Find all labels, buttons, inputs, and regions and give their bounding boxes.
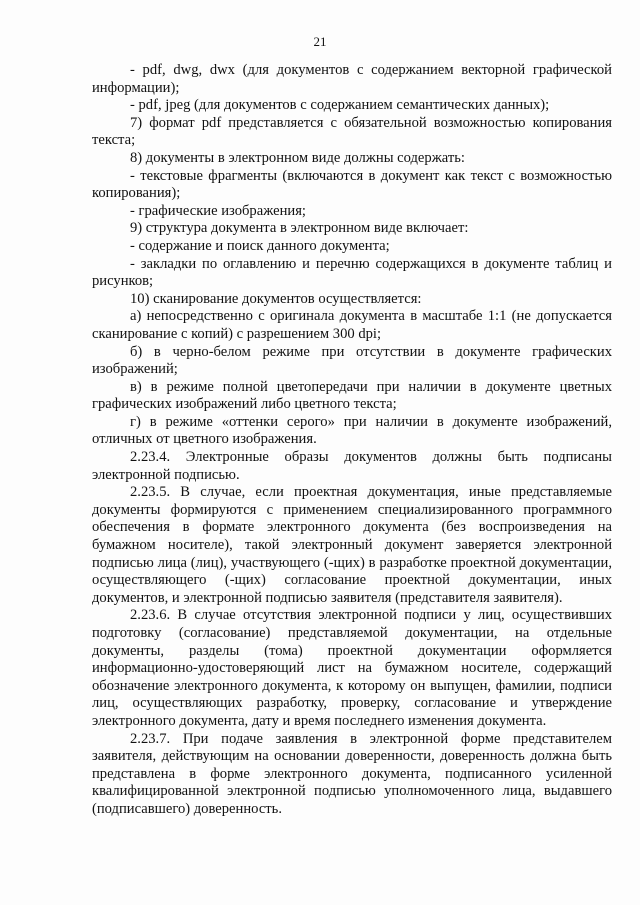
paragraph: - графические изображения; xyxy=(130,202,306,219)
paragraph: - pdf, dwg, dwx (для документов с содержанием векторной графической информации); xyxy=(92,62,612,96)
paragraph: 9) структура документа в электронном виде включает: xyxy=(130,220,469,237)
paragraph: б) в черно-белом режиме при отсутствии в документе графических изображений; xyxy=(92,343,612,378)
paragraph: - содержание и поиск данного документа; xyxy=(130,237,390,254)
paragraph: 8) документы в электронном виде должны содержать: xyxy=(130,149,465,166)
document-body xyxy=(92,62,612,819)
paragraph: 2.23.6. В случае отсутствия электронной подписи у лиц, осуществивших подготовку (согласование) представляемой документации, на отдельные документы, разделы (тома) проектной документации оформляется информационно-удостоверяющий лист на бумажном носителе, содержащий обозначение электронного документа, к которому он выпущен, фамилии, подписи лиц, осуществляющих разработку, проверку, согласование и утверждение электронного документа, дату и время последнего изменения документа. xyxy=(92,607,612,729)
page-number: 21 xyxy=(313,34,327,49)
paragraph: в) в режиме полной цветопередачи при наличии в документе цветных графических изображений либо цветного текста; xyxy=(92,378,612,413)
paragraph: 2.23.4. Электронные образы документов должны быть подписаны электронной подписью. xyxy=(92,449,612,483)
paragraph: а) непосредственно с оригинала документа в масштабе 1:1 (не допускается сканирование с копий) с разрешением 300 dpi; xyxy=(92,308,612,342)
paragraph: - закладки по оглавлению и перечню содержащихся в документе таблиц и рисунков; xyxy=(92,255,612,290)
paragraph: - текстовые фрагменты (включаются в документ как текст с возможностью копирования); xyxy=(92,167,612,202)
paragraph: 2.23.7. При подаче заявления в электронной форме представителем заявителя, действующим на основании доверенности, доверенность должна быть представлена в форме электронного документа, подписанного усиленной квалифицированной электронной подписью уполномоченного лица, выдавшего (подписавшего) доверенность. xyxy=(92,730,612,817)
paragraph: 7) формат pdf представляется с обязательной возможностью копирования текста; xyxy=(92,114,612,149)
paragraph: 2.23.5. В случае, если проектная документация, иные представляемые документы формируются с применением специализированного программного обеспечения в формате электронного документа (без воспроизведения на бумажном носителе), такой электронный документ заверяется электронной подписью лица (лиц), участвующего (-щих) в разработке проектной документации, осуществляющего (-щих) согласование проектной документации, иных документов, и электронной подписью заявителя (представителя заявителя). xyxy=(92,484,612,606)
paragraph: - pdf, jpeg (для документов с содержанием семантических данных); xyxy=(130,97,550,114)
paragraph: г) в режиме «оттенки серого» при наличии в документе изображений, отличных от цветного изображения. xyxy=(92,413,612,448)
paragraph: 10) сканирование документов осуществляется: xyxy=(130,290,422,307)
